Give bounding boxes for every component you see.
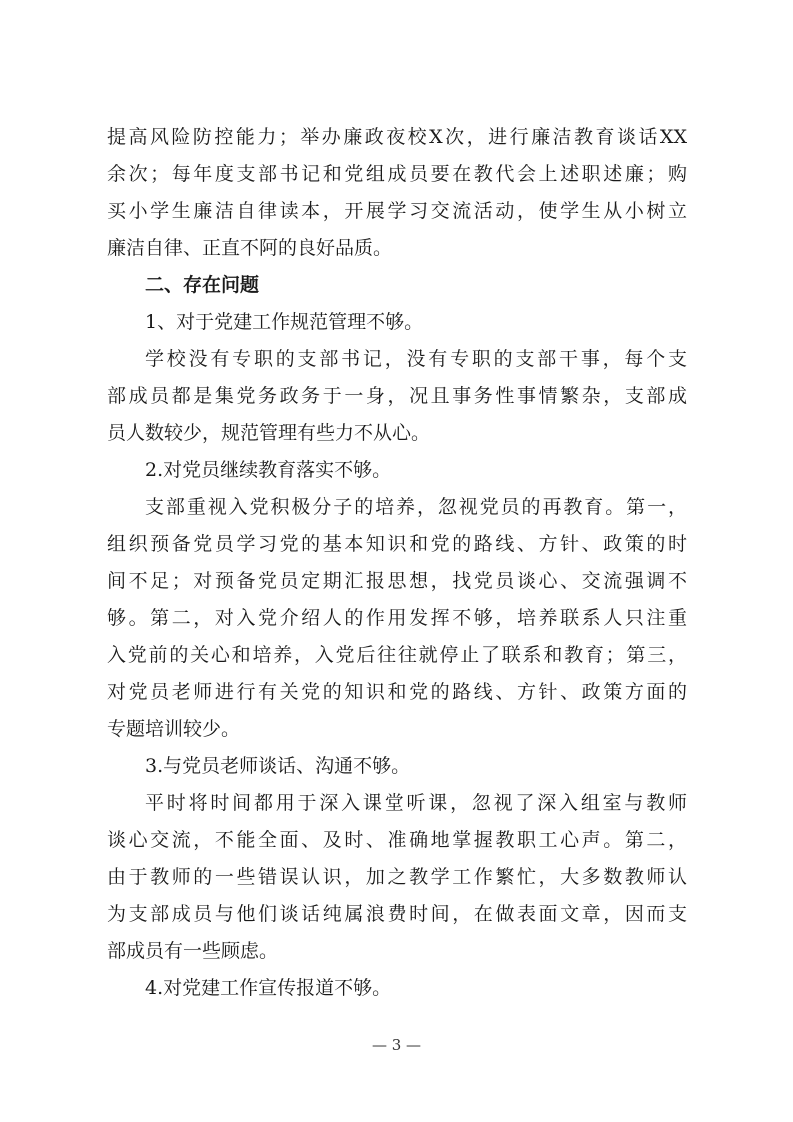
paragraph-line: 谈心交流，不能全面、及时、准确地掌握教职工心声。第二，: [107, 829, 687, 851]
paragraph-line: 买小学生廉洁自律读本，开展学习交流活动，使学生从小树立: [107, 200, 687, 222]
subsection-heading: 1、对于党建工作规范管理不够。: [145, 311, 424, 333]
paragraph-line: 员人数较少，规范管理有些力不从心。: [107, 422, 431, 444]
paragraph-line: 余次；每年度支部书记和党组成员要在教代会上述职述廉；购: [107, 163, 687, 185]
paragraph-line: 支部重视入党积极分子的培养，忽视党员的再教育。第一，: [145, 496, 687, 518]
paragraph-line: 廉洁自律、正直不阿的良好品质。: [107, 237, 393, 259]
paragraph-line: 部成员有一些顾虑。: [107, 940, 279, 962]
subsection-heading: 2.对党员继续教育落实不够。: [145, 459, 392, 481]
paragraph-line: 平时将时间都用于深入课堂听课，忽视了深入组室与教师: [145, 792, 687, 814]
paragraph-line: 入党前的关心和培养，入党后往往就停止了联系和教育；第三，: [107, 644, 687, 666]
paragraph-line: 组织预备党员学习党的基本知识和党的路线、方针、政策的时: [107, 533, 687, 555]
paragraph-line: 由于教师的一些错误认识，加之教学工作繁忙，大多数教师认: [107, 866, 687, 888]
paragraph-line: 部成员都是集党务政务于一身，况且事务性事情繁杂，支部成: [107, 385, 687, 407]
paragraph-line: 专题培训较少。: [107, 718, 241, 740]
subsection-heading: 3.与党员老师谈话、沟通不够。: [145, 755, 411, 777]
paragraph-line: 提高风险防控能力；举办廉政夜校X次，进行廉洁教育谈话XX: [107, 126, 687, 148]
subsection-heading: 4.对党建工作宣传报道不够。: [145, 977, 392, 999]
document-body: [107, 119, 687, 1007]
page-number: — 3 —: [371, 1036, 422, 1054]
paragraph-line: 对党员老师进行有关党的知识和党的路线、方针、政策方面的: [107, 681, 687, 703]
paragraph-line: 学校没有专职的支部书记，没有专职的支部干事，每个支: [145, 348, 687, 370]
paragraph-line: 为支部成员与他们谈话纯属浪费时间，在做表面文章，因而支: [107, 903, 687, 925]
paragraph-line: 够。第二，对入党介绍人的作用发挥不够，培养联系人只注重: [107, 607, 687, 629]
paragraph-line: 间不足；对预备党员定期汇报思想，找党员谈心、交流强调不: [107, 570, 687, 592]
section-heading: 二、存在问题: [145, 274, 260, 296]
